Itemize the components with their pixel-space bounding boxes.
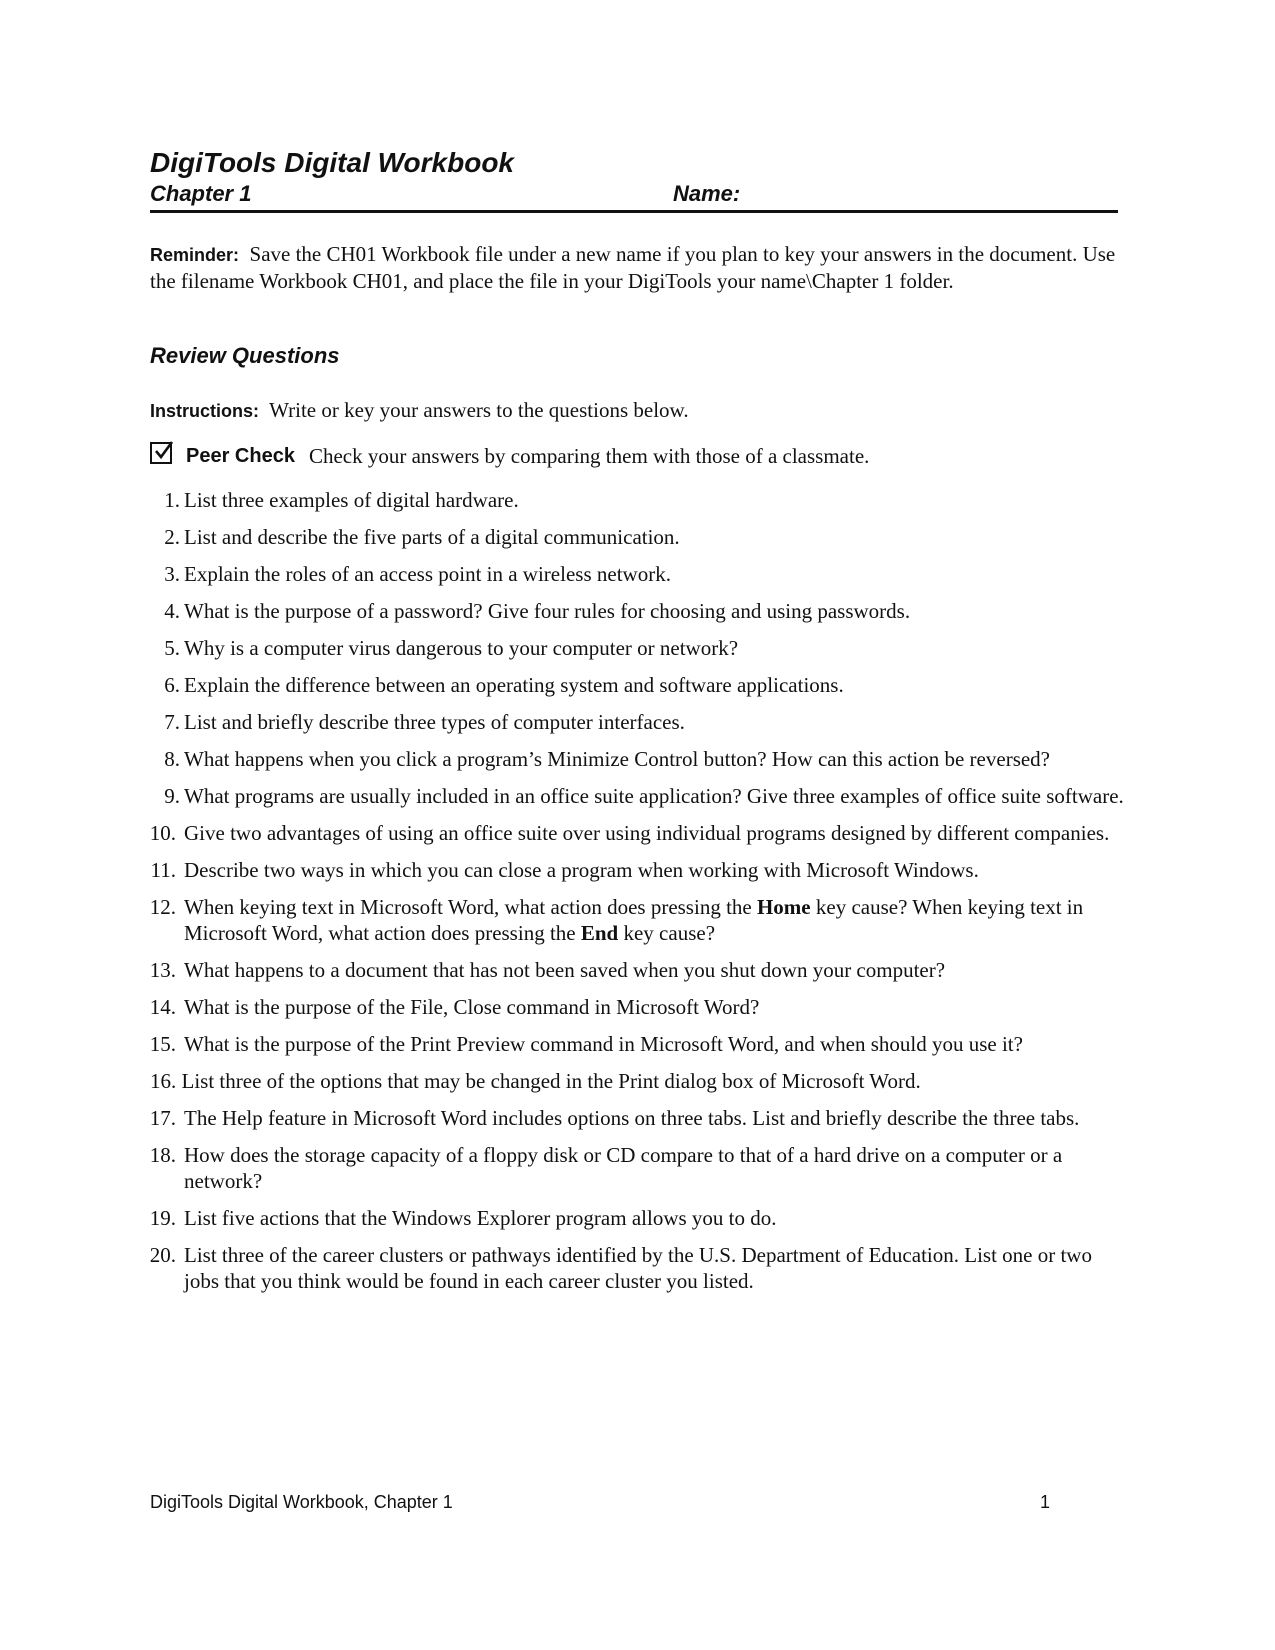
question-number: 20. — [149, 1243, 176, 1267]
question-item — [150, 994, 1125, 1020]
page-footer — [150, 1492, 1050, 1514]
question-text: Give two advantages of using an office suite over using individual programs designed by different companies. — [184, 821, 1110, 845]
question-item — [150, 1105, 1125, 1131]
question-item — [150, 820, 1125, 846]
question-number: 2. — [164, 525, 180, 549]
question-number: 12. — [149, 895, 176, 919]
question-item — [150, 598, 1125, 624]
question-text: Explain the roles of an access point in a wireless network. — [184, 562, 671, 586]
reminder-text: Save the CH01 Workbook file under a new name if you plan to key your answers in the document. Use the filename Workbook CH01, and place the file in your DigiTools your name\Chapter 1 folder. — [150, 242, 1116, 293]
question-text: How does the storage capacity of a floppy disk or CD compare to that of a hard drive on a computer or a network? — [184, 1143, 1063, 1193]
question-number: 7. — [164, 710, 180, 734]
question-text: List and briefly describe three types of computer interfaces. — [184, 710, 685, 734]
question-text: List three of the options that may be changed in the Print dialog box of Microsoft Word. — [181, 1069, 921, 1093]
question-item — [150, 746, 1125, 772]
question-number: 3. — [164, 562, 180, 586]
question-number: 13. — [149, 958, 176, 982]
question-item — [150, 635, 1125, 661]
question-item — [150, 1142, 1125, 1194]
end-key-text: End — [580, 921, 619, 945]
question-text: Explain the difference between an operating system and software applications. — [184, 673, 844, 697]
question-number: 4. — [164, 599, 180, 623]
question-text: The Help feature in Microsoft Word includes options on three tabs. List and briefly describe the three tabs. — [184, 1106, 1080, 1130]
question-item — [150, 524, 1125, 550]
question-item — [150, 487, 1125, 513]
instructions-text: Write or key your answers to the questions below. — [269, 398, 689, 422]
question-text: List and describe the five parts of a digital communication. — [184, 525, 680, 549]
question-item — [150, 783, 1125, 809]
question-item — [150, 1031, 1125, 1057]
question-item — [150, 1242, 1125, 1294]
chapter-label: Chapter 1 — [150, 181, 252, 206]
footer-text: DigiTools Digital Workbook, Chapter 1 — [150, 1492, 453, 1512]
question-number: 19. — [149, 1206, 176, 1230]
peer-check-label: Peer Check — [186, 445, 295, 467]
question-number: 16. — [150, 1069, 177, 1093]
document-title: DigiTools Digital Workbook — [150, 147, 514, 178]
question-item — [150, 857, 1125, 883]
question-text: Why is a computer virus dangerous to your computer or network? — [184, 636, 739, 660]
reminder-label: Reminder: — [150, 245, 240, 265]
question-item — [150, 672, 1125, 698]
home-key-text: Home — [756, 895, 811, 919]
question-number: 9. — [164, 784, 180, 808]
peer-check-row — [150, 443, 1120, 469]
document-header — [150, 146, 1118, 213]
instructions-label: Instructions: — [150, 401, 260, 421]
instructions-paragraph — [150, 397, 1120, 424]
question-number: 5. — [164, 636, 180, 660]
question-text: What is the purpose of the Print Preview command in Microsoft Word, and when should you use it? — [184, 1032, 1023, 1056]
review-questions-list — [150, 487, 1125, 1305]
question-number: 15. — [149, 1032, 176, 1056]
question-text-part: When keying text in Microsoft Word, what action does pressing the — [184, 895, 757, 919]
question-text-part: key cause? — [618, 921, 716, 945]
question-number: 18. — [149, 1143, 176, 1167]
checkmark-icon — [153, 440, 175, 462]
question-text: What happens when you click a program’s Minimize Control button? How can this action be reversed? — [184, 747, 1051, 771]
question-number: 14. — [149, 995, 176, 1019]
question-text: What happens to a document that has not been saved when you shut down your computer? — [184, 958, 946, 982]
page-number: 1 — [1039, 1492, 1050, 1512]
question-text: What is the purpose of a password? Give four rules for choosing and using passwords. — [184, 599, 911, 623]
question-number: 8. — [164, 747, 180, 771]
question-text: What is the purpose of the File, Close command in Microsoft Word? — [184, 995, 760, 1019]
question-text: Describe two ways in which you can close a program when working with Microsoft Windows. — [184, 858, 979, 882]
section-heading: Review Questions — [150, 343, 340, 368]
reminder-paragraph — [150, 241, 1120, 294]
question-item — [150, 709, 1125, 735]
question-text: List five actions that the Windows Explorer program allows you to do. — [184, 1206, 777, 1230]
question-text-part: key cause? When keying text in Microsoft Word, what action does pressing the — [184, 895, 1084, 945]
question-text: List three of the career clusters or pathways identified by the U.S. Department of Education. List one or two jobs that you think would be found in each career cluster you listed. — [184, 1243, 1092, 1293]
peer-check-text: Check your answers by comparing them with those of a classmate. — [308, 444, 870, 468]
question-item — [150, 561, 1125, 587]
question-number: 11. — [150, 858, 176, 882]
question-number: 10. — [149, 821, 176, 845]
question-number: 1. — [164, 488, 180, 512]
question-item — [150, 1068, 1125, 1094]
question-text: List three examples of digital hardware. — [184, 488, 519, 512]
question-item — [150, 957, 1125, 983]
question-number: 6. — [164, 673, 180, 697]
question-item — [150, 894, 1125, 946]
question-text: What programs are usually included in an office suite application? Give three examples of office suite software. — [184, 784, 1124, 808]
header-subrow — [150, 180, 1118, 213]
checked-box-icon — [150, 442, 172, 464]
question-number: 17. — [149, 1106, 176, 1130]
name-label: Name: — [673, 181, 741, 206]
question-item — [150, 1205, 1125, 1231]
